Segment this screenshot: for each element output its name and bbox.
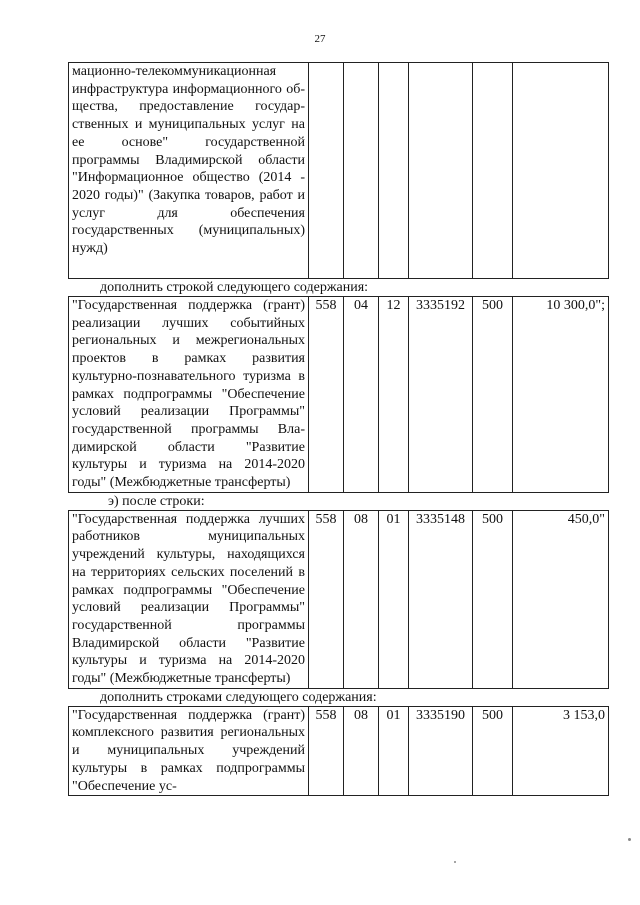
cell-expense-type: 500 — [473, 297, 513, 493]
budget-table-4 — [68, 706, 609, 797]
cell-expense-type: 500 — [473, 510, 513, 688]
cell-subsection: 01 — [379, 510, 409, 688]
cell-ministry — [309, 63, 344, 279]
row-description: "Государственная поддержка (грант) реализации лучших событийных региональных и межрегиональных проектов в рамках развития культурно-познавательного туризма в рамках подпрограммы "Обеспечение условий реализации Программы" государственной программы Владимирской области "Развитие культуры и туризма на 2014-2020 годы" (Межбюджетные трансферты) — [69, 297, 309, 493]
row-description: "Государственная поддержка (грант) комплексного развития региональных и муниципальных учреждений культуры в рамках подпрограммы "Обеспечение ус- — [69, 706, 309, 796]
cell-subsection: 01 — [379, 706, 409, 796]
instruction-text: дополнить строкой следующего содержания: — [100, 280, 369, 295]
cell-expense-type: 500 — [473, 706, 513, 796]
cell-amount: 10 300,0"; — [513, 297, 609, 493]
cell-subsection — [379, 63, 409, 279]
scan-speck — [454, 861, 456, 863]
instruction-text: э) после строки: — [108, 493, 205, 509]
cell-amount: 450,0" — [513, 510, 609, 688]
cell-target-article: 3335190 — [409, 706, 473, 796]
cell-expense-type — [473, 63, 513, 279]
cell-ministry: 558 — [309, 706, 344, 796]
cell-section: 04 — [344, 297, 379, 493]
budget-table-3 — [68, 510, 609, 689]
cell-section — [344, 63, 379, 279]
cell-subsection: 12 — [379, 297, 409, 493]
cell-ministry: 558 — [309, 297, 344, 493]
cell-target-article: 3335148 — [409, 510, 473, 688]
instruction-text: дополнить строками следующего содержания: — [100, 689, 377, 705]
cell-target-article: 3335192 — [409, 297, 473, 493]
cell-amount — [513, 63, 609, 279]
table-row — [69, 706, 609, 796]
document-body — [68, 62, 608, 796]
cell-ministry: 558 — [309, 510, 344, 688]
table-row — [69, 63, 609, 279]
budget-table-2 — [68, 296, 609, 493]
cell-section: 08 — [344, 510, 379, 688]
cell-amount: 3 153,0 — [513, 706, 609, 796]
cell-target-article — [409, 63, 473, 279]
row-description: "Государственная поддержка лучших работников муниципальных учреждений культуры, находящихся на территориях сельских поселений в рамках подпрограммы "Обеспечение условий реализации Программы" государственной программы Владимирской области "Развитие культуры и туризма на 2014-2020 годы" (Межбюджетные трансферты) — [69, 510, 309, 688]
budget-table-1 — [68, 62, 609, 279]
row-description: мационно-телекоммуникационная инфраструктура информационного общества, предоставление государственных и муниципальных услуг на ее основе" государственной программы Владимирской области "Информационное общество (2014 - 2020 годы)" (Закупка товаров, работ и услуг для обеспечения государственных (муниципальных) нужд) — [69, 63, 309, 279]
cell-section: 08 — [344, 706, 379, 796]
scan-speck — [628, 838, 631, 841]
table-row — [69, 297, 609, 493]
table-row — [69, 510, 609, 688]
page-number: 27 — [314, 33, 326, 45]
